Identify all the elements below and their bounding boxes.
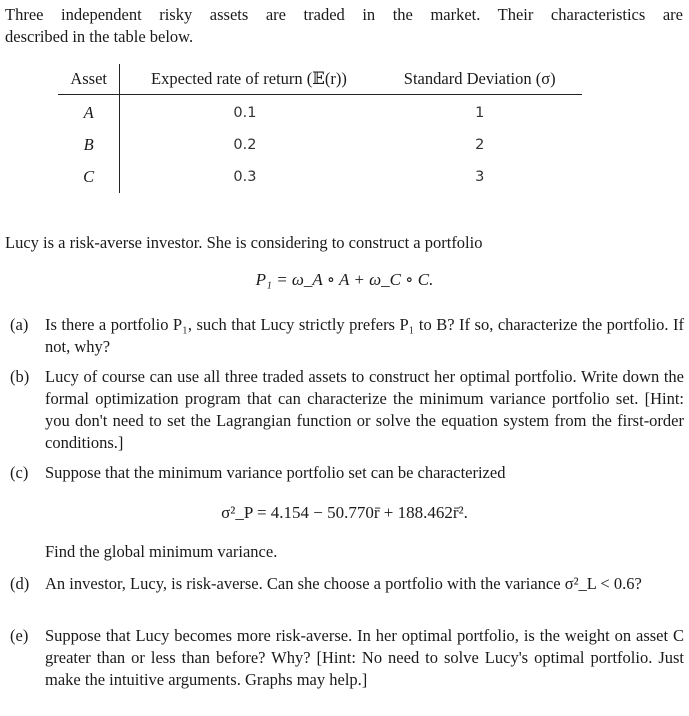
question-b: [10, 366, 684, 454]
cell-expected-return: 0.1: [233, 105, 257, 121]
header-expected-return: Expected rate of return (𝔼(r)): [120, 64, 378, 95]
question-c-followup: Find the global minimum variance.: [45, 542, 278, 561]
question-label: (d): [10, 574, 30, 593]
portfolio-formula: P₁ = ω_A ∘ A + ω_C ∘ C.: [255, 270, 434, 289]
cell-standard-deviation: 2: [475, 137, 485, 153]
header-standard-deviation: Standard Deviation (σ): [377, 64, 582, 95]
table-row: [58, 129, 582, 161]
question-label: (a): [10, 315, 29, 334]
intro-line-1: Three independent risky assets are traded in the market. Their characteristics are: [5, 5, 683, 24]
cell-asset: B: [58, 129, 120, 161]
cell-asset: A: [58, 95, 120, 130]
question-text: Is there a portfolio P₁, such that Lucy strictly prefers P₁ to B? If so, characterize the portfolio. If not, why?: [45, 315, 684, 356]
cell-expected-return: 0.3: [233, 169, 257, 185]
intro-line-2: described in the table below.: [5, 27, 194, 46]
question-c: [10, 462, 684, 484]
question-label: (c): [10, 463, 29, 482]
cell-expected-return: 0.2: [233, 137, 257, 153]
cell-standard-deviation: 1: [475, 105, 485, 121]
cell-standard-deviation: 3: [475, 169, 485, 185]
question-label: (e): [10, 626, 29, 645]
question-text: Lucy of course can use all three traded assets to construct her optimal portfolio. Write down the formal optimization program that can characterize the minimum variance portfolio set. [Hint: you don't need to set the Lagrangian function or solve the equation system from the first-order conditions.]: [45, 367, 684, 452]
header-asset: Asset: [58, 64, 120, 95]
lucy-paragraph: Lucy is a risk-averse investor. She is considering to construct a portfolio: [5, 233, 483, 252]
intro-paragraph: [5, 4, 683, 48]
table-header-row: [58, 64, 582, 95]
table-row: [58, 161, 582, 193]
variance-formula: σ²_P = 4.154 − 50.770r̄ + 188.462r̄².: [221, 503, 468, 522]
cell-asset: C: [58, 161, 120, 193]
question-text: Suppose that the minimum variance portfolio set can be characterized: [45, 463, 506, 482]
question-e: [10, 625, 684, 691]
asset-table: [58, 64, 582, 193]
question-text: Suppose that Lucy becomes more risk-averse. In her optimal portfolio, is the weight on asset C greater than or less than before? Why? [Hint: No need to solve Lucy's optimal portfolio. Just make the intuitive arguments. Graphs may help.]: [45, 626, 684, 689]
question-label: (b): [10, 367, 30, 386]
question-a: [10, 314, 684, 358]
question-text: An investor, Lucy, is risk-averse. Can she choose a portfolio with the variance σ²_L < 0.6?: [45, 574, 642, 593]
question-d: [10, 573, 684, 595]
table-row: [58, 95, 582, 130]
